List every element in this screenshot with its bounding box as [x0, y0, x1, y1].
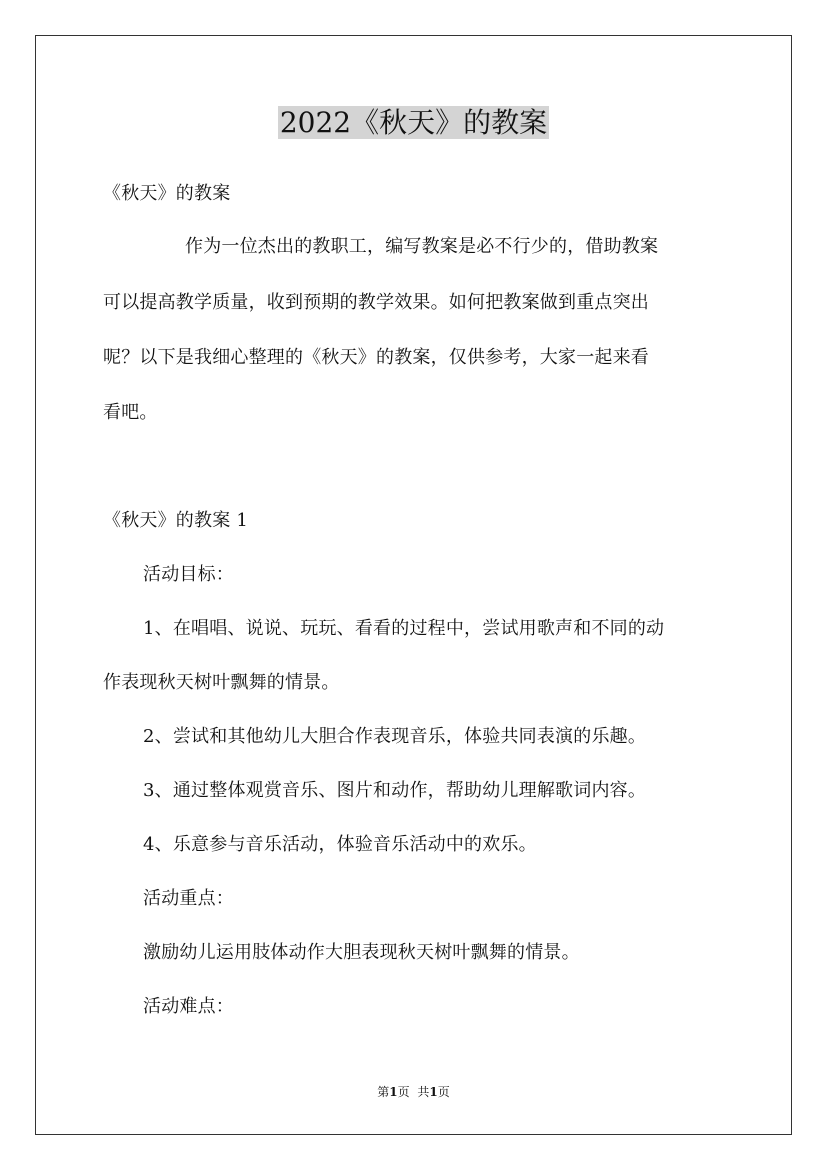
intro-line-3: 呢？以下是我细心整理的《秋天》的教案，仅供参考，大家一起来看	[103, 347, 649, 368]
document-title	[0, 103, 827, 143]
key-text: 激励幼儿运用肢体动作大胆表现秋天树叶飘舞的情景。	[143, 942, 580, 963]
goals-heading: 活动目标：	[143, 564, 234, 585]
section-heading: 《秋天》的教案 1	[103, 510, 248, 531]
goal-line-2: 作表现秋天树叶飘舞的情景。	[103, 672, 340, 693]
intro-line-2: 可以提高教学质量，收到预期的教学效果。如何把教案做到重点突出	[103, 292, 649, 313]
footer-total-suffix: 页	[437, 1085, 450, 1099]
intro-line-4: 看吧。	[103, 402, 158, 423]
intro-line-1: 作为一位杰出的教职工，编写教案是必不行少的，借助教案	[185, 236, 659, 257]
footer-total-number: 1	[429, 1085, 438, 1099]
footer-total-prefix: 共	[417, 1085, 430, 1099]
goal-line-5: 4、乐意参与音乐活动，体验音乐活动中的欢乐。	[143, 834, 537, 855]
footer-page-prefix: 第	[377, 1085, 390, 1099]
goal-line-1: 1、在唱唱、说说、玩玩、看看的过程中，尝试用歌声和不同的动	[143, 618, 665, 639]
key-heading: 活动重点：	[143, 888, 234, 909]
goal-line-3: 2、尝试和其他幼儿大胆合作表现音乐，体验共同表演的乐趣。	[143, 726, 647, 747]
goal-line-4: 3、通过整体观赏音乐、图片和动作，帮助幼儿理解歌词内容。	[143, 780, 647, 801]
difficulty-heading: 活动难点：	[143, 996, 234, 1017]
page-footer	[0, 1083, 827, 1101]
document-subtitle: 《秋天》的教案	[103, 183, 231, 204]
footer-page-number: 1	[389, 1085, 398, 1099]
document-title-text: 2022《秋天》的教案	[279, 106, 548, 139]
footer-page-suffix: 页	[397, 1085, 410, 1099]
